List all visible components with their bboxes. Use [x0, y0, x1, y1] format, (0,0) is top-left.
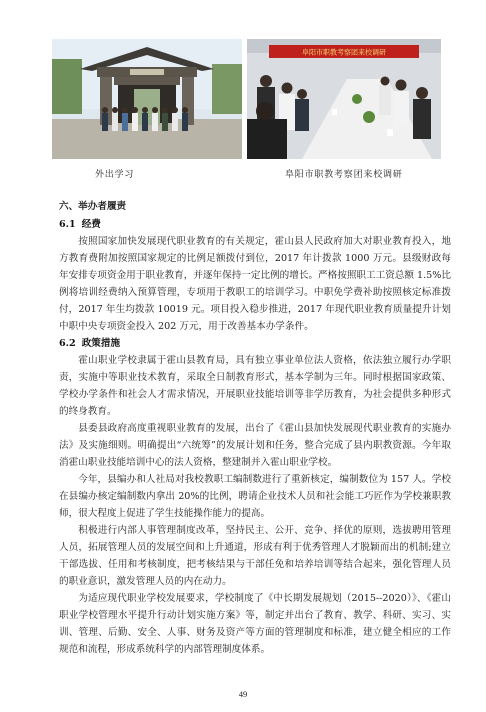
section-content: [59, 198, 451, 658]
subsection-title: 经费: [81, 219, 101, 230]
subsection-heading-funding: [59, 216, 451, 233]
right-photo-caption: 阜阳市职教考察团来校调研: [285, 170, 403, 180]
subsection-title: 政策措施: [81, 338, 121, 349]
page-number: 49: [238, 689, 248, 699]
subsection-number: 6.1: [59, 219, 76, 230]
paragraph: 今年，县编办和人社局对我校教职工编制数进行了重新核定，编制数位为 157 人。学校在县编办核定编制数内拿出 20%的比例，聘请企业技术人员和社会能工巧匠作为学校兼职教师，很大程度上促进了学生技能操作能力的提高。: [59, 474, 451, 519]
paragraph: 为适应现代职业学校发展要求，学校制度了《中长期发展规划（2015--2020）》、《霍山职业学校管理水平提升行动计划实施方案》等，制定并出台了教育、教学、科研、实习、实训、管理、后勤、安全、人事、财务及资产等方面的管理制度和标准，建立健全相应的工作规范和流程，形成系统科学的内部管理制度体系。: [59, 593, 451, 655]
paragraph: 霍山职业学校隶属于霍山县教育局，具有独立事业单位法人资格，依法独立履行办学职责，实施中等职业技术教育，采取全日制教育形式，基本学制为三年。同时根据国家政策、学校办学条件和社会人才需求情况，开展职业技能培训等非学历教育，为社会提供多种形式的终身教育。: [59, 355, 451, 417]
banner-text: 阜阳市职教考察团来校调研: [302, 48, 386, 57]
subsection-heading-policy: [59, 335, 451, 352]
paragraph: 按照国家加快发展现代职业教育的有关规定，霍山县人民政府加大对职业教育投入，地方教育费附加按照国家规定的比例足额拨付到位，2017 年计拨款 1000 万元。县级财政每年安排专项资金用于职业教育，并逐年保持一定比例的增长。严格按照职工工资总额 1.5%比例将培训经费纳入预算管理，专项用于教职工的培训学习。中职免学费补助按照核定标准拨付，2017 年生均拨款 10019 元。项目投入稳步推进，2017 年现代职业教育质量提升计划中职中央专项资金投入 202 万元，用于改善基本办学条件。: [59, 236, 451, 332]
left-photo-caption: 外出学习: [95, 170, 135, 180]
subsection-number: 6.2: [59, 338, 76, 349]
archway-group-photo: [52, 39, 242, 159]
section-title: 六、举办者履责: [59, 201, 127, 212]
paragraph: 积极进行内部人事管理制度改革，坚持民主、公开、竞争、择优的原则，选拔聘用管理人员，拓展管理人员的发展空间和上升通道，形成有利于优秀管理人才脱颖而出的机制;建立干部选拔、任用和考核制度，把考核结果与干部任免和培养培训等结合起来，强化管理人员的职业意识，激发管理人员的内在动力。: [59, 525, 451, 587]
meeting-room-photo: [247, 39, 441, 159]
paragraph: 县委县政府高度重视职业教育的发展，出台了《霍山县加快发展现代职业教育的实施办法》及实施细则。明确提出“六统筹”的发展计划和任务，整合完成了县内职教资源。今年取消霍山职业技能培训中心的法人资格，整建制并入霍山职业学校。: [59, 423, 451, 468]
